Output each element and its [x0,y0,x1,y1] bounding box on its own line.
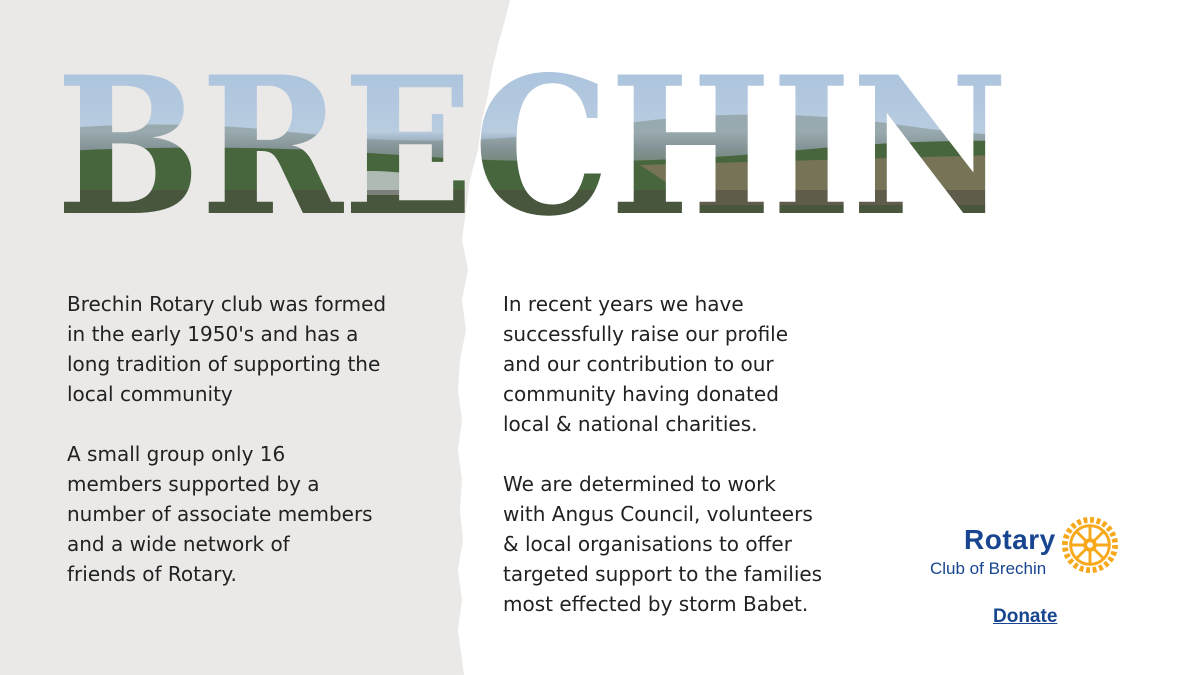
left-text-column [67,289,407,589]
logo-wordmark: Rotary [964,524,1056,555]
brechin-hero-title [0,55,1200,225]
hero-title-text: BRECHIN [56,55,1008,225]
rotary-wheel-icon [1061,516,1119,574]
left-paragraph-2: A small group only 16 members supported by a number of associate members and a wide network of friends of Rotary. [67,442,373,586]
right-paragraph-2: We are determined to work with Angus Council, volunteers & local organisations to offer targeted support to the families most effected by storm Babet. [503,472,823,616]
rotary-club-logo [928,514,1123,579]
donate-link[interactable]: Donate [993,606,1058,627]
left-paragraph-1: Brechin Rotary club was formed in the early 1950's and has a long tradition of supporting the local community [67,292,387,406]
right-text-column [503,289,843,619]
logo-subtitle: Club of Brechin [930,559,1047,578]
right-paragraph-1: In recent years we have successfully raise our profile and our contribution to our community having donated local & national charities. [503,292,789,436]
